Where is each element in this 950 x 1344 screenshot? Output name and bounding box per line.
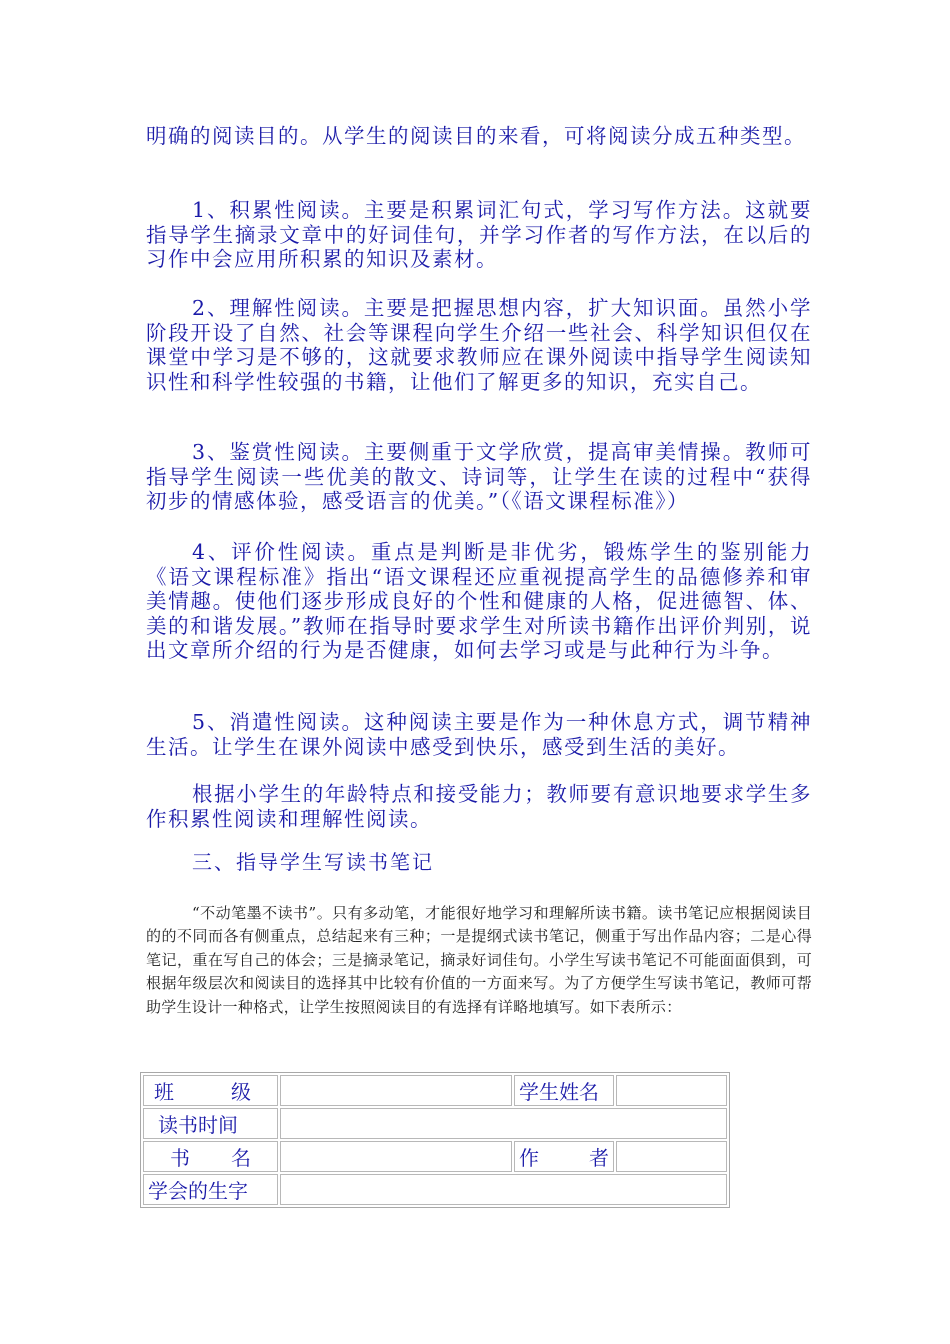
intro-paragraph: 明确的阅读目的。从学生的阅读目的来看，可将阅读分成五种类型。 [146,124,806,148]
type2-paragraph: 2、理解性阅读。主要是把握思想内容，扩大知识面。虽然小学阶段开设了自然、社会等课程向学生介绍一些社会、科学知识但仅在课堂中学习是不够的，这就要求教师应在课外阅读中指导学生阅读知识性和科学性较强的书籍，让他们了解更多的知识，充实自己。 [146,296,812,394]
section3-heading: 三、指导学生写读书笔记 [192,850,434,874]
learned-words-label: 学会的生字 [148,1179,248,1203]
learned-words-value-cell [280,1174,727,1205]
table-row [143,1075,727,1106]
student-name-label: 学生姓名 [519,1080,599,1104]
author-label-b: 者 [589,1146,609,1170]
class-label-cell [143,1075,278,1106]
book-value-cell [280,1141,512,1172]
read-time-label: 读书时间 [158,1113,238,1137]
author-label-cell [514,1141,614,1172]
type4-paragraph: 4、评价性阅读。重点是判断是非优劣，锻炼学生的鉴别能力《语文课程标准》指出“语文课程还应重视提高学生的品德修养和审美情趣。使他们逐步形成良好的个性和健康的人格，促进德智、体、美的和谐发展。”教师在指导时要求学生对所读书籍作出评价判别，说出文章所介绍的行为是否健康，如何去学习或是与此种行为斗争。 [146,540,812,662]
learned-words-label-cell [143,1174,278,1205]
summary-paragraph: 根据小学生的年龄特点和接受能力；教师要有意识地要求学生多作积累性阅读和理解性阅读。 [146,782,812,831]
class-label-b: 级 [231,1080,251,1104]
book-label-a: 书 [170,1146,190,1170]
book-label-cell [143,1141,278,1172]
section3-body: “不动笔墨不读书”。只有多动笔，才能很好地学习和理解所读书籍。读书笔记应根据阅读目的的不同而各有侧重点，总结起来有三种；一是提纲式读书笔记，侧重于写出作品内容；二是心得笔记，重在写自己的体会；三是摘录笔记，摘录好词佳句。小学生写读书笔记不可能面面俱到，可根据年级层次和阅读目的选择其中比较有价值的一方面来写。为了方便学生写读书笔记，教师可帮助学生设计一种格式，让学生按照阅读目的有选择有详略地填写。如下表所示： [146,904,812,1016]
class-label-a: 班 [154,1080,174,1104]
table-row [143,1141,727,1172]
type3-paragraph: 3、鉴赏性阅读。主要侧重于文学欣赏，提高审美情操。教师可指导学生阅读一些优美的散文、诗词等，让学生在读的过程中“获得初步的情感体验，感受语言的优美。”（《语文课程标准》） [146,440,812,513]
type1-paragraph: 1、积累性阅读。主要是积累词汇句式，学习写作方法。这就要指导学生摘录文章中的好词佳句，并学习作者的写作方法，在以后的习作中会应用所积累的知识及素材。 [146,198,812,271]
reading-notes-table [140,1072,730,1208]
table-row [143,1108,727,1139]
read-time-label-cell [143,1108,278,1139]
table-row [143,1174,727,1205]
student-name-label-cell [514,1075,614,1106]
class-value-cell [280,1075,512,1106]
type5-paragraph: 5、消遣性阅读。这种阅读主要是作为一种休息方式，调节精神生活。让学生在课外阅读中感受到快乐，感受到生活的美好。 [146,710,812,759]
read-time-value-cell [280,1108,727,1139]
author-value-cell [616,1141,727,1172]
author-label-a: 作 [519,1146,539,1170]
book-label-b: 名 [231,1146,251,1170]
student-name-value-cell [616,1075,727,1106]
